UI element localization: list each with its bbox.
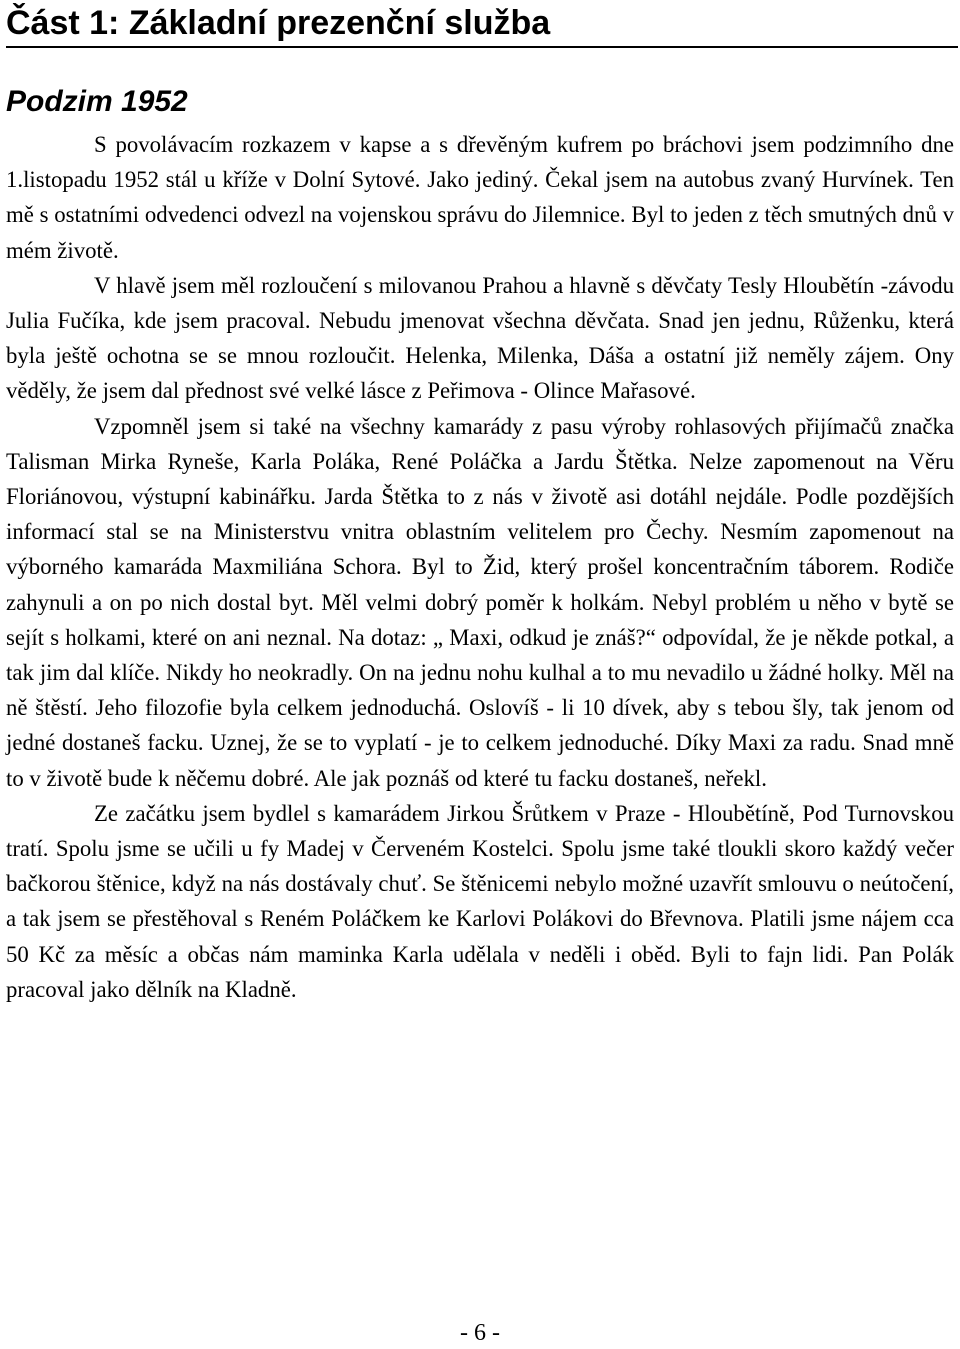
page-number: - 6 - bbox=[460, 1320, 500, 1346]
paragraph: Ze začátku jsem bydlel s kamarádem Jirkou Šrůtkem v Praze - Hloubětíně, Pod Turnovskou tratí. Spolu jsme se učili u fy Madej v Červeném Kostelci. Spolu jsme také tloukli skoro každý večer bačkorou štěnice, když na nás dostávaly chuť. Se štěnicemi nebylo možné uzavřít smlouvu o neútočení, a tak jsem se přestěhoval s Reném Poláčkem ke Karlovi Polákovi do Břevnova. Platili jsme nájem cca 50 Kč za měsíc a občas nám maminka Karla udělala v neděli i oběd. Byli to fajn lidi. Pan Polák pracoval jako dělník na Kladně. bbox=[6, 800, 954, 1002]
body-text bbox=[6, 127, 954, 1007]
part-title: Část 1: Základní prezenční služba bbox=[6, 0, 958, 48]
paragraph: V hlavě jsem měl rozloučení s milovanou Prahou a hlavně s děvčaty Tesly Hloubětín -závodu Julia Fučíka, kde jsem pracoval. Nebudu jmenovat všechna děvčata. Snad jen jednu, Růženku, která byla ještě ochotna se se mnou rozloučit. Helenka, Milenka, Dáša a ostatní již neměly zájem. Ony věděly, že jsem dal přednost své velké lásce z Peřimova - Olince Mařasové. bbox=[6, 272, 954, 404]
section-title: Podzim 1952 bbox=[6, 85, 188, 118]
paragraph: Vzpomněl jsem si také na všechny kamarády z pasu výroby rohlasových přijímačů značka Talisman Mirka Ryneše, Karla Poláka, René Poláčka a Jardu Štětka. Nelze zapomenout na Věru Floriánovou, výstupní kabinářku. Jarda Štětka to z nás v životě asi dotáhl nejdále. Podle pozdějších informací stal se na Ministerstvu vnitra oblastním velitelem pro Čechy. Nesmím zapomenout na výborného kamaráda Maxmiliána Schora. Byl to Žid, který prošel koncentračním táborem. Rodiče zahynuli a on po nich dostal byt. Měl velmi dobrý poměr k holkám. Nebyl problém u něho v bytě se sejít s holkami, které on ani neznal. Na dotaz: „ Maxi, odkud je znáš?“ odpovídal, že je někde potkal, a tak jim dal klíče. Nikdy ho neokradly. On na jednu nohu kulhal a to mu nevadilo u žádné holky. Měl na ně štěstí. Jeho filozofie byla celkem jednoduchá. Oslovíš - li 10 dívek, aby s tebou šly, tak jenom od jedné dostaneš facku. Uznej, že se to vyplatí - je to celkem jednoduché. Díky Maxi za radu. Snad mně to v životě bude k něčemu dobré. Ale jak poznáš od které tu facku dostaneš, neřekl. bbox=[6, 413, 954, 791]
paragraph: S povolávacím rozkazem v kapse a s dřevěným kufrem po bráchovi jsem podzimního dne 1.listopadu 1952 stál u kříže v Dolní Sytové. Jako jediný. Čekal jsem na autobus zvaný Hurvínek. Ten mě s ostatními odvedenci odvezl na vojenskou správu do Jilemnice. Byl to jeden z těch smutných dnů v mém životě. bbox=[6, 132, 954, 263]
